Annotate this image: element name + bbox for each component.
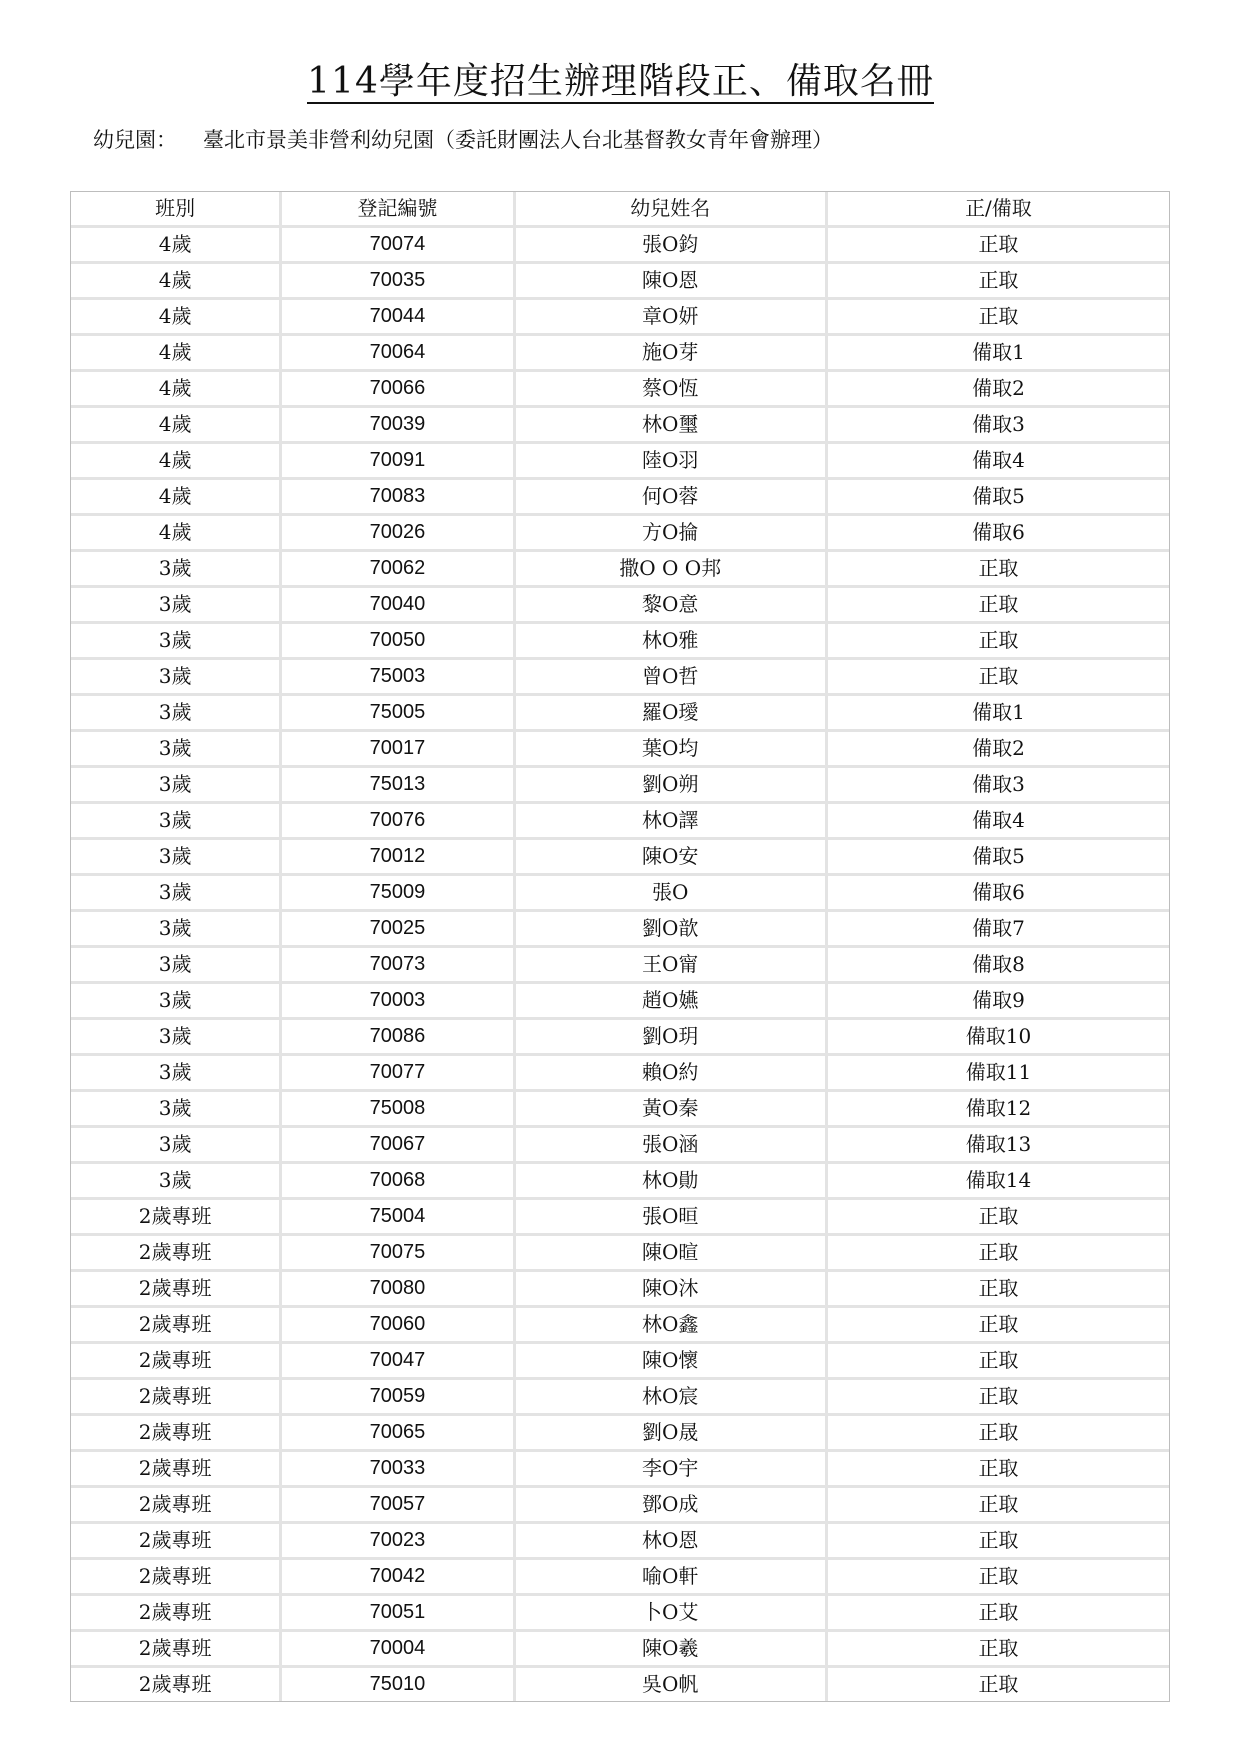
- cell-child-name: 羅O璦: [516, 696, 828, 732]
- table-row: [71, 372, 1169, 408]
- cell-child-name: 劉O晟: [516, 1416, 828, 1452]
- cell-class: 4歲: [71, 372, 282, 408]
- cell-admission-status: 備取14: [828, 1164, 1169, 1200]
- table-row: [71, 660, 1169, 696]
- table-row: [71, 1524, 1169, 1560]
- cell-admission-status: 備取9: [828, 984, 1169, 1020]
- cell-registration-number: 70064: [282, 336, 515, 372]
- cell-child-name: 劉O歆: [516, 912, 828, 948]
- cell-child-name: 黎O意: [516, 588, 828, 624]
- cell-class: 4歲: [71, 264, 282, 300]
- cell-child-name: 何O蓉: [516, 480, 828, 516]
- table-row: [71, 1128, 1169, 1164]
- cell-registration-number: 70065: [282, 1416, 515, 1452]
- cell-child-name: 撒O O O邦: [516, 552, 828, 588]
- cell-registration-number: 75009: [282, 876, 515, 912]
- cell-registration-number: 70004: [282, 1632, 515, 1668]
- cell-admission-status: 正取: [828, 1596, 1169, 1632]
- table-row: [71, 1056, 1169, 1092]
- cell-registration-number: 70060: [282, 1308, 515, 1344]
- cell-child-name: 蔡O恆: [516, 372, 828, 408]
- cell-registration-number: 70025: [282, 912, 515, 948]
- cell-registration-number: 70026: [282, 516, 515, 552]
- cell-child-name: 張O鈞: [516, 228, 828, 264]
- cell-registration-number: 70062: [282, 552, 515, 588]
- cell-child-name: 曾O哲: [516, 660, 828, 696]
- table-row: [71, 1488, 1169, 1524]
- table-row: [71, 1632, 1169, 1668]
- table-row: [71, 1380, 1169, 1416]
- cell-admission-status: 正取: [828, 624, 1169, 660]
- cell-child-name: 張O晅: [516, 1200, 828, 1236]
- cell-child-name: 章O妍: [516, 300, 828, 336]
- cell-class: 2歲專班: [71, 1200, 282, 1236]
- cell-class: 3歲: [71, 660, 282, 696]
- cell-class: 3歲: [71, 588, 282, 624]
- cell-registration-number: 70051: [282, 1596, 515, 1632]
- cell-admission-status: 備取10: [828, 1020, 1169, 1056]
- cell-registration-number: 70039: [282, 408, 515, 444]
- cell-admission-status: 備取1: [828, 336, 1169, 372]
- cell-class: 3歲: [71, 624, 282, 660]
- cell-child-name: 黃O秦: [516, 1092, 828, 1128]
- table-row: [71, 1668, 1169, 1701]
- cell-admission-status: 備取4: [828, 804, 1169, 840]
- cell-child-name: 陳O羲: [516, 1632, 828, 1668]
- cell-class: 2歲專班: [71, 1560, 282, 1596]
- table-row: [71, 876, 1169, 912]
- cell-registration-number: 70050: [282, 624, 515, 660]
- cell-registration-number: 75003: [282, 660, 515, 696]
- cell-admission-status: 正取: [828, 588, 1169, 624]
- table-row: [71, 408, 1169, 444]
- cell-registration-number: 75004: [282, 1200, 515, 1236]
- cell-admission-status: 備取6: [828, 876, 1169, 912]
- cell-child-name: 吳O帆: [516, 1668, 828, 1701]
- table-row: [71, 696, 1169, 732]
- table-row: [71, 1560, 1169, 1596]
- table-row: [71, 300, 1169, 336]
- table-row: [71, 588, 1169, 624]
- cell-class: 4歲: [71, 300, 282, 336]
- table-row: [71, 480, 1169, 516]
- cell-registration-number: 70033: [282, 1452, 515, 1488]
- cell-admission-status: 正取: [828, 1416, 1169, 1452]
- cell-child-name: 陳O沐: [516, 1272, 828, 1308]
- cell-class: 2歲專班: [71, 1380, 282, 1416]
- cell-registration-number: 70083: [282, 480, 515, 516]
- table-row: [71, 1344, 1169, 1380]
- cell-registration-number: 70042: [282, 1560, 515, 1596]
- admission-roster-table: [70, 191, 1170, 1702]
- cell-child-name: 趙O嬿: [516, 984, 828, 1020]
- header-child-name: 幼兒姓名: [516, 192, 828, 228]
- cell-registration-number: 70075: [282, 1236, 515, 1272]
- document-title: [0, 58, 1241, 106]
- cell-child-name: 劉O玥: [516, 1020, 828, 1056]
- cell-child-name: 方O掄: [516, 516, 828, 552]
- cell-registration-number: 70073: [282, 948, 515, 984]
- table-row: [71, 1272, 1169, 1308]
- cell-class: 2歲專班: [71, 1344, 282, 1380]
- cell-child-name: 喻O軒: [516, 1560, 828, 1596]
- cell-child-name: 李O宇: [516, 1452, 828, 1488]
- cell-child-name: 劉O朔: [516, 768, 828, 804]
- document-title-text: 114學年度招生辦理階段正、備取名冊: [307, 61, 934, 102]
- table-body: [71, 228, 1169, 1701]
- table-row: [71, 840, 1169, 876]
- cell-class: 3歲: [71, 948, 282, 984]
- cell-registration-number: 70091: [282, 444, 515, 480]
- cell-class: 2歲專班: [71, 1524, 282, 1560]
- cell-admission-status: 備取4: [828, 444, 1169, 480]
- cell-class: 4歲: [71, 228, 282, 264]
- cell-class: 2歲專班: [71, 1452, 282, 1488]
- table-row: [71, 264, 1169, 300]
- cell-child-name: 王O甯: [516, 948, 828, 984]
- cell-admission-status: 備取13: [828, 1128, 1169, 1164]
- header-class: 班別: [71, 192, 282, 228]
- cell-child-name: 林O譯: [516, 804, 828, 840]
- cell-registration-number: 70059: [282, 1380, 515, 1416]
- cell-registration-number: 70012: [282, 840, 515, 876]
- cell-registration-number: 70044: [282, 300, 515, 336]
- cell-registration-number: 70067: [282, 1128, 515, 1164]
- cell-class: 2歲專班: [71, 1272, 282, 1308]
- cell-child-name: 葉O均: [516, 732, 828, 768]
- cell-class: 3歲: [71, 1056, 282, 1092]
- cell-class: 3歲: [71, 696, 282, 732]
- table-row: [71, 912, 1169, 948]
- table-row: [71, 624, 1169, 660]
- cell-class: 4歲: [71, 444, 282, 480]
- table-row: [71, 804, 1169, 840]
- cell-registration-number: 70040: [282, 588, 515, 624]
- cell-registration-number: 75010: [282, 1668, 515, 1701]
- cell-registration-number: 75005: [282, 696, 515, 732]
- cell-admission-status: 備取5: [828, 840, 1169, 876]
- cell-class: 2歲專班: [71, 1632, 282, 1668]
- cell-class: 3歲: [71, 840, 282, 876]
- cell-admission-status: 正取: [828, 1632, 1169, 1668]
- table-row: [71, 444, 1169, 480]
- cell-admission-status: 正取: [828, 228, 1169, 264]
- cell-class: 2歲專班: [71, 1416, 282, 1452]
- cell-child-name: 林O鑫: [516, 1308, 828, 1344]
- cell-class: 3歲: [71, 876, 282, 912]
- cell-child-name: 林O璽: [516, 408, 828, 444]
- cell-admission-status: 正取: [828, 1344, 1169, 1380]
- cell-class: 2歲專班: [71, 1668, 282, 1701]
- cell-class: 3歲: [71, 1092, 282, 1128]
- cell-class: 2歲專班: [71, 1488, 282, 1524]
- school-line: [93, 124, 833, 154]
- cell-class: 4歲: [71, 516, 282, 552]
- cell-admission-status: 備取3: [828, 408, 1169, 444]
- table-row: [71, 336, 1169, 372]
- table-row: [71, 948, 1169, 984]
- table-row: [71, 1452, 1169, 1488]
- school-label: 幼兒園：: [93, 128, 177, 152]
- cell-class: 3歲: [71, 1128, 282, 1164]
- cell-registration-number: 70035: [282, 264, 515, 300]
- cell-child-name: 張O: [516, 876, 828, 912]
- table-row: [71, 1596, 1169, 1632]
- cell-admission-status: 正取: [978, 1672, 1019, 1696]
- cell-class: 3歲: [71, 732, 282, 768]
- cell-admission-status: 正取: [828, 1308, 1169, 1344]
- cell-admission-status: 正取: [828, 1452, 1169, 1488]
- cell-registration-number: 70068: [282, 1164, 515, 1200]
- cell-class: 4歲: [71, 336, 282, 372]
- cell-child-name: 卜O艾: [516, 1596, 828, 1632]
- table-row: [71, 1092, 1169, 1128]
- cell-admission-status: 正取: [828, 1380, 1169, 1416]
- table-row: [71, 1308, 1169, 1344]
- table-row: [71, 1416, 1169, 1452]
- cell-registration-number: 70003: [282, 984, 515, 1020]
- cell-child-name: 林O雅: [516, 624, 828, 660]
- cell-admission-status: 正取: [828, 660, 1169, 696]
- cell-class: 2歲專班: [71, 1236, 282, 1272]
- cell-admission-status: 正取: [828, 1236, 1169, 1272]
- school-name: 臺北市景美非營利幼兒園（委託財團法人台北基督教女青年會辦理）: [203, 128, 833, 152]
- cell-admission-status: 正取: [828, 264, 1169, 300]
- cell-class: 3歲: [71, 552, 282, 588]
- cell-child-name: 張O涵: [516, 1128, 828, 1164]
- cell-admission-status: 備取12: [828, 1092, 1169, 1128]
- cell-class: 3歲: [71, 804, 282, 840]
- table-row: [71, 1020, 1169, 1056]
- cell-admission-status: 備取2: [828, 372, 1169, 408]
- header-registration-number: 登記編號: [282, 192, 515, 228]
- cell-class: 2歲專班: [71, 1596, 282, 1632]
- cell-registration-number: 75008: [282, 1092, 515, 1128]
- cell-registration-number: 70047: [282, 1344, 515, 1380]
- cell-admission-status: 正取: [828, 1200, 1169, 1236]
- cell-admission-status: 備取3: [828, 768, 1169, 804]
- cell-child-name: 施O芽: [516, 336, 828, 372]
- cell-admission-status: 正取: [828, 552, 1169, 588]
- cell-registration-number: 70086: [282, 1020, 515, 1056]
- cell-class: 2歲專班: [71, 1308, 282, 1344]
- cell-child-name: 鄧O成: [516, 1488, 828, 1524]
- cell-class: 3歲: [71, 912, 282, 948]
- cell-child-name: 林O恩: [516, 1524, 828, 1560]
- cell-class: 4歲: [71, 480, 282, 516]
- cell-child-name: 陸O羽: [516, 444, 828, 480]
- table-row: [71, 1200, 1169, 1236]
- cell-registration-number: 70066: [282, 372, 515, 408]
- cell-admission-status: 備取11: [828, 1056, 1169, 1092]
- cell-child-name: 林O宸: [516, 1380, 828, 1416]
- cell-admission-status: 備取2: [828, 732, 1169, 768]
- cell-admission-status: 正取: [828, 300, 1169, 336]
- cell-class: 3歲: [71, 1164, 282, 1200]
- cell-child-name: 陳O懷: [516, 1344, 828, 1380]
- cell-class: 3歲: [71, 1020, 282, 1056]
- cell-registration-number: 70074: [282, 228, 515, 264]
- cell-admission-status: 正取: [828, 1488, 1169, 1524]
- cell-child-name: 陳O安: [516, 840, 828, 876]
- cell-class: 3歲: [71, 984, 282, 1020]
- cell-registration-number: 75013: [282, 768, 515, 804]
- cell-child-name: 陳O暄: [516, 1236, 828, 1272]
- table-row: [71, 552, 1169, 588]
- table-header-row: [71, 192, 1169, 228]
- cell-registration-number: 70080: [282, 1272, 515, 1308]
- table-row: [71, 732, 1169, 768]
- table-row: [71, 768, 1169, 804]
- cell-registration-number: 70023: [282, 1524, 515, 1560]
- cell-admission-status: 正取: [828, 1560, 1169, 1596]
- cell-admission-status: 備取8: [828, 948, 1169, 984]
- cell-child-name: 賴O約: [516, 1056, 828, 1092]
- cell-admission-status: 備取7: [828, 912, 1169, 948]
- cell-admission-status: 正取: [828, 1272, 1169, 1308]
- header-admission-status: 正/備取: [828, 192, 1169, 228]
- cell-admission-status: 備取5: [828, 480, 1169, 516]
- cell-child-name: 陳O恩: [516, 264, 828, 300]
- table-row: [71, 228, 1169, 264]
- cell-child-name: 林O勛: [516, 1164, 828, 1200]
- cell-admission-status: 正取: [828, 1524, 1169, 1560]
- cell-class: 4歲: [71, 408, 282, 444]
- table-row: [71, 516, 1169, 552]
- cell-admission-status: 備取6: [828, 516, 1169, 552]
- table-row: [71, 984, 1169, 1020]
- cell-admission-status: 備取1: [828, 696, 1169, 732]
- table-row: [71, 1164, 1169, 1200]
- cell-registration-number: 70077: [282, 1056, 515, 1092]
- table-row: [71, 1236, 1169, 1272]
- cell-class: 3歲: [71, 768, 282, 804]
- cell-registration-number: 70057: [282, 1488, 515, 1524]
- cell-registration-number: 70076: [282, 804, 515, 840]
- cell-registration-number: 70017: [282, 732, 515, 768]
